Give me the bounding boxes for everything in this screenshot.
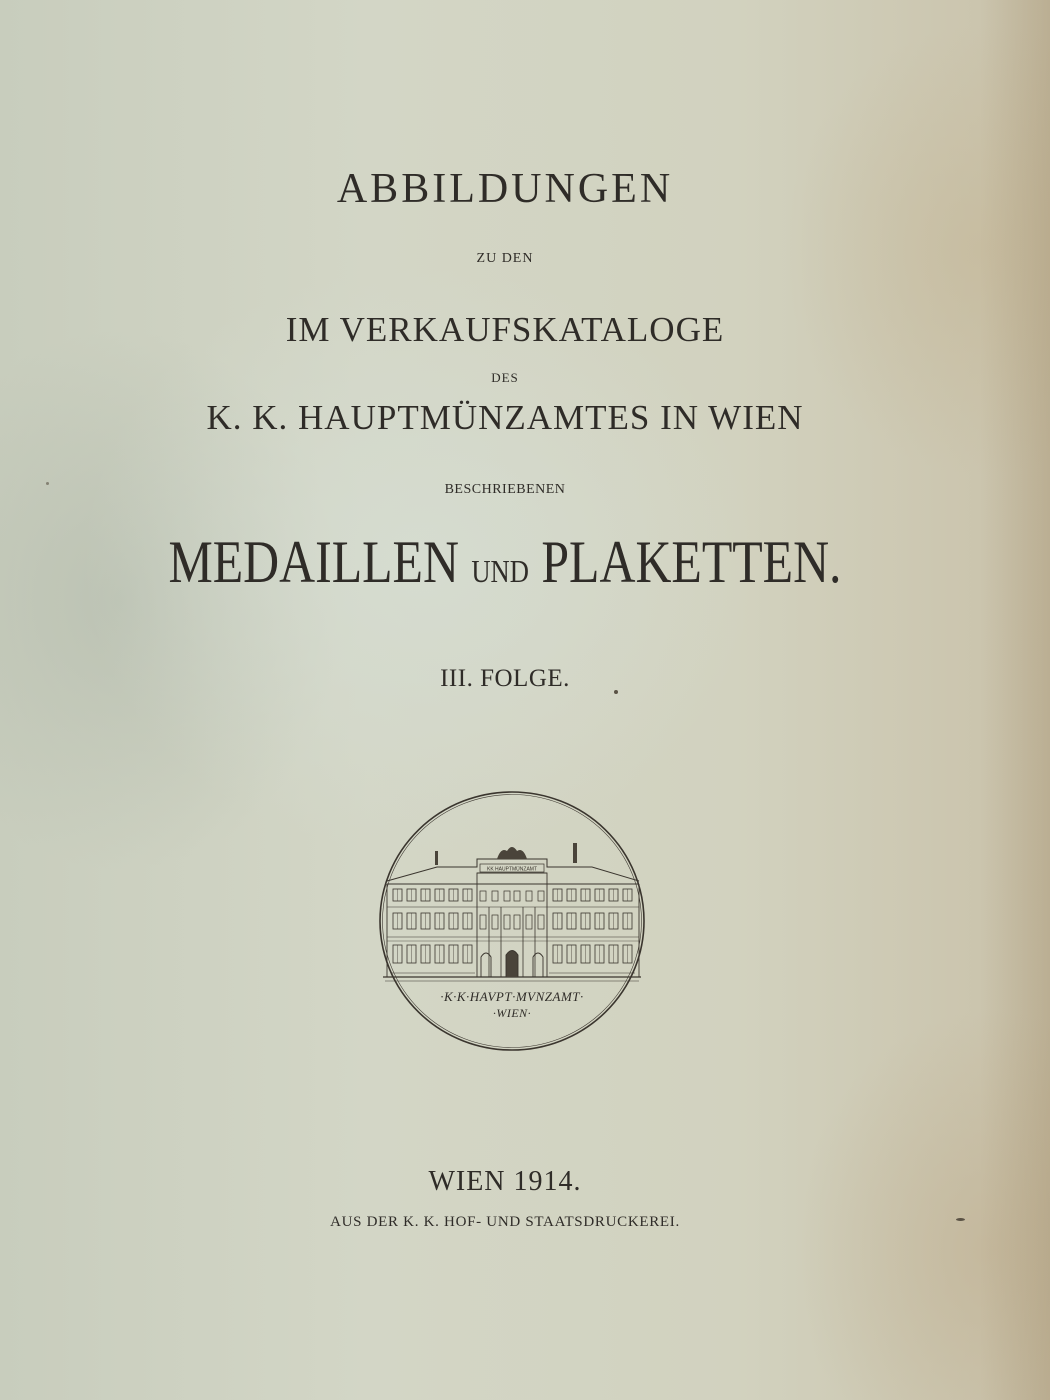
paper-speck (46, 482, 49, 485)
heading-medaillen: MEDAILLEN (168, 529, 459, 595)
main-heading (86, 529, 924, 595)
imprint-place-year: WIEN 1914. (428, 1166, 582, 1197)
heading-plaketten: PLAKETTEN. (541, 529, 842, 595)
medal-window (526, 915, 532, 929)
series-label: III. FOLGE. (440, 665, 570, 692)
subtitle-hauptmuenzamt: K. K. HAUPTMÜNZAMTES IN WIEN (206, 398, 804, 437)
medal-window (526, 891, 532, 901)
medal-window (480, 915, 486, 929)
paper-speck (614, 690, 618, 694)
medal-window (514, 915, 520, 929)
medal-legend-bottom: ·WIEN· (492, 1006, 532, 1020)
medal-window (504, 891, 510, 901)
medal-window (514, 891, 520, 901)
subtitle-zu-den: ZU DEN (476, 251, 534, 266)
medal-window (504, 915, 510, 929)
medal-window (492, 891, 498, 901)
medal-window (538, 891, 544, 901)
subtitle-beschriebenen: BESCHRIEBENEN (444, 482, 566, 497)
medal-window (538, 915, 544, 929)
paper-speck (956, 1218, 965, 1221)
mint-building-medal-emblem (377, 789, 647, 1053)
medal-legend-top: ·K·K·HAVPT·MVNZAMT· (440, 989, 584, 1004)
medal-window (492, 915, 498, 929)
subtitle-des: DES (491, 370, 519, 385)
heading-und: UND (471, 553, 529, 589)
medal-window (480, 891, 486, 901)
imprint-printer: AUS DER K. K. HOF- UND STAATSDRUCKEREI. (330, 1214, 680, 1230)
document-title: ABBILDUNGEN (336, 166, 674, 212)
building-sign-text: KK HAUPTMÜNZAMT (487, 866, 537, 873)
subtitle-verkaufskataloge: IM VERKAUFSKATALOGE (285, 310, 725, 349)
